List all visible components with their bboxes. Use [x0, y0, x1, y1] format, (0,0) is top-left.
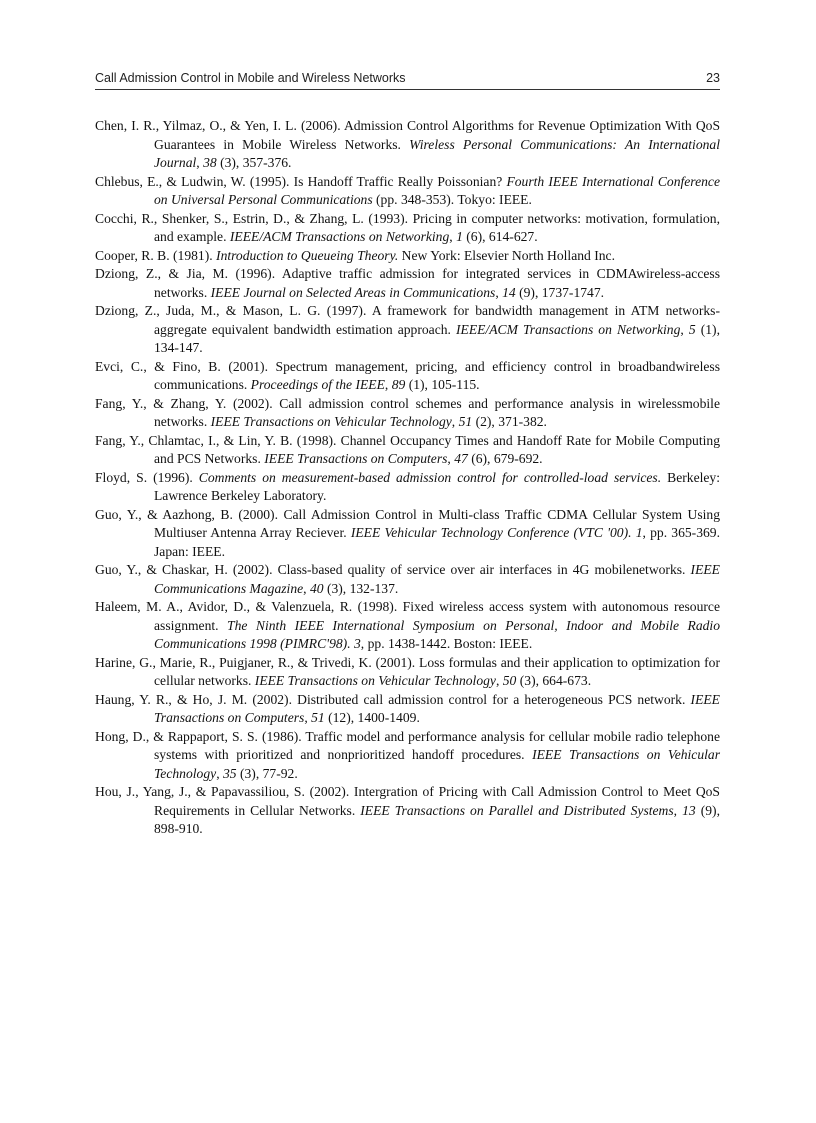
reference-entry: Cocchi, R., Shenker, S., Estrin, D., & Zhang, L. (1993). Pricing in computer networks: motivation, formulation, and example. IEEE/ACM Transactions on Networking, 1 (6), 614-627. [95, 210, 720, 244]
reference-entry: Dziong, Z., & Jia, M. (1996). Adaptive traffic admission for integrated services in CDMAwireless-access networks. IEEE Journal on Selected Areas in Communications, 14 (9), 1737-1747. [95, 266, 720, 300]
reference-entry: Hong, D., & Rappaport, S. S. (1986). Traffic model and performance analysis for cellular mobile radio telephone systems with prioritized and nonprioritized handoff procedures. IEEE Transactions on Vehicular Technology, 35 (3), 77-92. [95, 728, 720, 781]
reference-entry: Guo, Y., & Chaskar, H. (2002). Class-based quality of service over air interfaces in 4G mobilenetworks. IEEE Communications Magazine, 40 (3), 132-137. [95, 562, 720, 596]
reference-entry: Harine, G., Marie, R., Puigjaner, R., & Trivedi, K. (2001). Loss formulas and their application to optimization for cellular networks. IEEE Transactions on Vehicular Technology, 50 (3), 664-673. [95, 654, 720, 688]
reference-entry: Fang, Y., Chlamtac, I., & Lin, Y. B. (1998). Channel Occupancy Times and Handoff Rate for Mobile Computing and PCS Networks. IEEE Transactions on Computers, 47 (6), 679-692. [95, 432, 720, 466]
reference-entry: Guo, Y., & Aazhong, B. (2000). Call Admission Control in Multi-class Traffic CDMA Cellular System Using Multiuser Antenna Array Reciever. IEEE Vehicular Technology Conference (VTC '00). 1, pp. 365-369. Japan: IEEE. [95, 506, 720, 559]
header-rule [95, 89, 720, 90]
reference-entry: Chen, I. R., Yilmaz, O., & Yen, I. L. (2006). Admission Control Algorithms for Revenue Optimization With QoS Guarantees in Mobile Wireless Networks. Wireless Personal Communications: An International Journal, 38 (3), 357-376. [95, 118, 721, 170]
running-title: Call Admission Control in Mobile and Wireless Networks [95, 71, 406, 85]
reference-entry: Cooper, R. B. (1981). Introduction to Queueing Theory. New York: Elsevier North Holland Inc. [95, 247, 615, 263]
reference-entry: Haung, Y. R., & Ho, J. M. (2002). Distributed call admission control for a heterogeneous PCS network. IEEE Transactions on Computers, 51 (12), 1400-1409. [95, 691, 720, 725]
reference-entry: Hou, J., Yang, J., & Papavassiliou, S. (2002). Intergration of Pricing with Call Admission Control to Meet QoS Requirements in Cellular Networks. IEEE Transactions on Parallel and Distributed Systems, 13 (9), 898-910. [95, 784, 720, 836]
page-number: 23 [706, 71, 720, 85]
reference-list [95, 117, 720, 839]
reference-entry: Chlebus, E., & Ludwin, W. (1995). Is Handoff Traffic Really Poissonian? Fourth IEEE International Conference on Universal Personal Communications (pp. 348-353). Tokyo: IEEE. [95, 173, 720, 207]
reference-entry: Haleem, M. A., Avidor, D., & Valenzuela, R. (1998). Fixed wireless access system with autonomous resource assignment. The Ninth IEEE International Symposium on Personal, Indoor and Mobile Radio Communications 1998 (PIMRC'98). 3, pp. 1438-1442. Boston: IEEE. [95, 599, 720, 651]
reference-entry: Fang, Y., & Zhang, Y. (2002). Call admission control schemes and performance analysis in wirelessmobile networks. IEEE Transactions on Vehicular Technology, 51 (2), 371-382. [95, 395, 720, 429]
reference-entry: Dziong, Z., Juda, M., & Mason, L. G. (1997). A framework for bandwidth management in ATM networks-aggregate equivalent bandwidth estimation approach. IEEE/ACM Transactions on Networking, 5 (1), 134-147. [95, 303, 720, 355]
reference-entry: Floyd, S. (1996). Comments on measurement-based admission control for controlled-load services. Berkeley: Lawrence Berkeley Laboratory. [95, 469, 720, 503]
reference-entry: Evci, C., & Fino, B. (2001). Spectrum management, pricing, and efficiency control in broadbandwireless communications. Proceedings of the IEEE, 89 (1), 105-115. [95, 358, 720, 392]
